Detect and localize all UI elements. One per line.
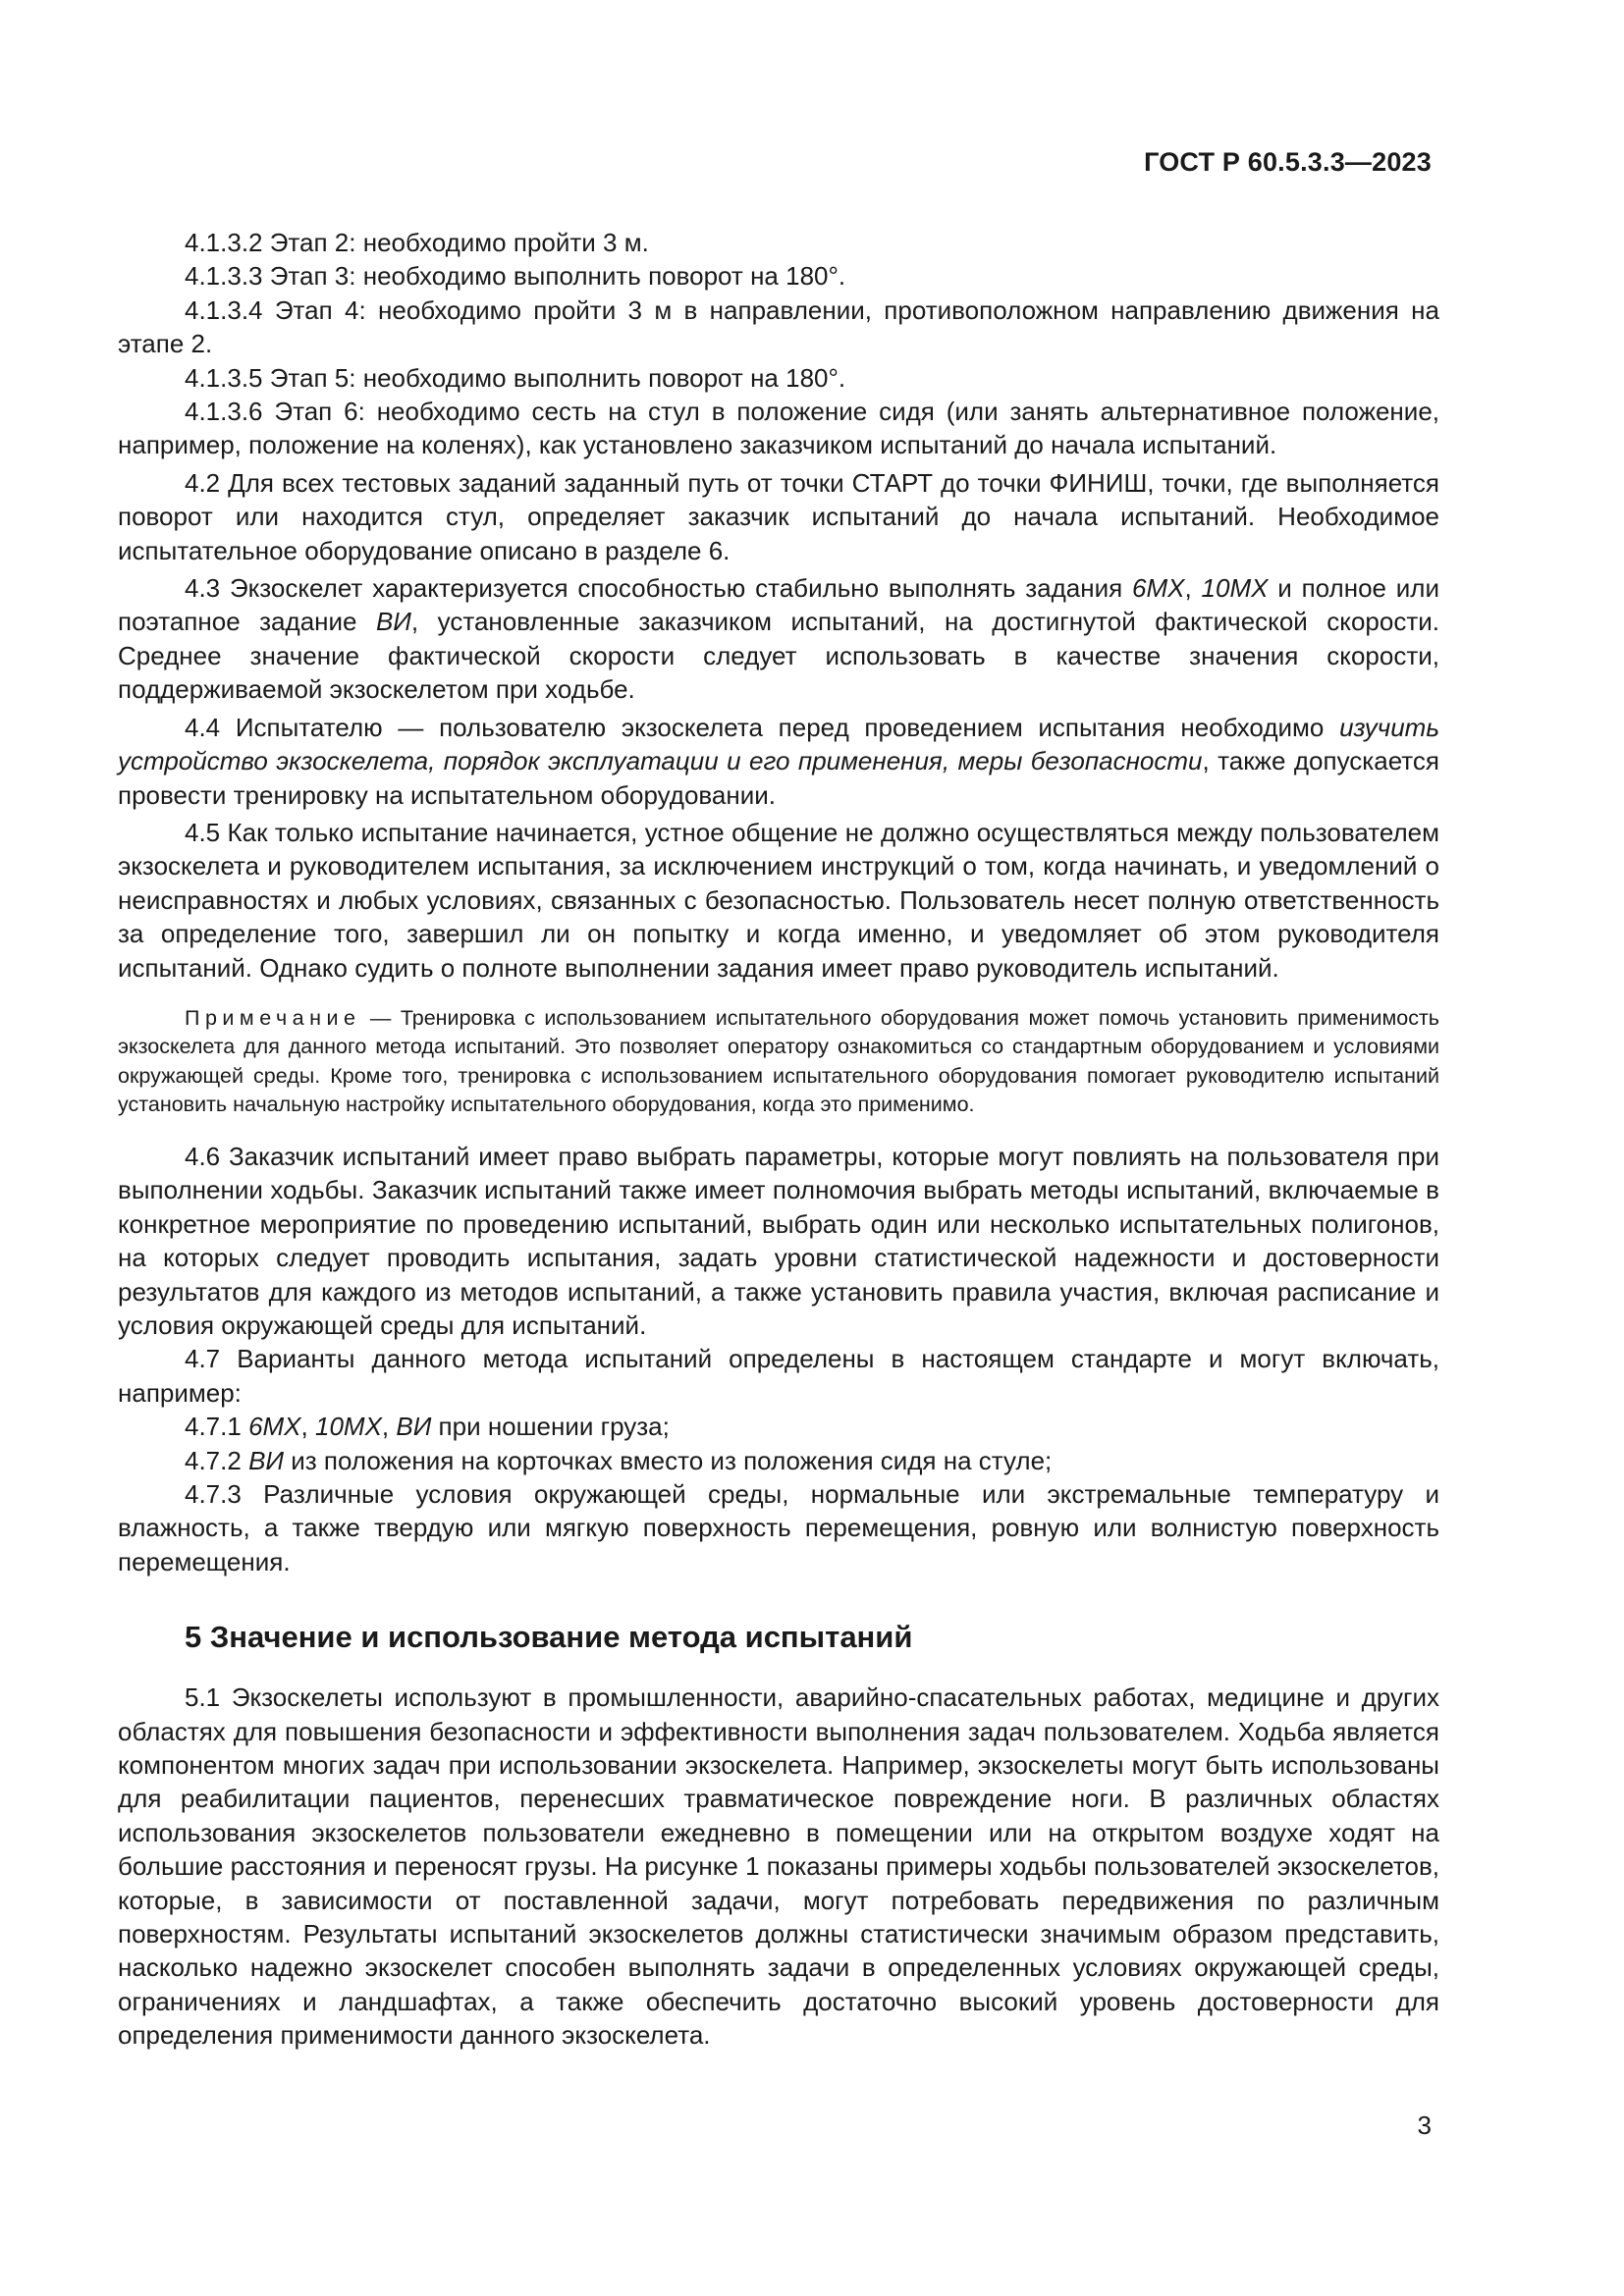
clause-4-7-1 <box>118 1410 1439 1443</box>
clause-4-5: 4.5 Как только испытание начинается, устное общение не должно осуществляться между пользователем экзоскелета и руководителем испытания, за исключением инструкций о том, когда начинать, и уведомлений о неисправностях и любых условиях, связанных с безопасностью. Пользователь несет полную ответственность за определение того, завершил ли он попытку и когда именно, и уведомляет об этом руководителя испытаний. Однако судить о полноте выполнении задания имеет право руководитель испытаний. <box>118 817 1439 983</box>
text-run: при ношении груза; <box>431 1412 670 1442</box>
section-5-heading: 5 Значение и использование метода испытаний <box>185 1620 913 1655</box>
clause-4-6: 4.6 Заказчик испытаний имеет право выбрать параметры, которые могут повлиять на пользователя при выполнении ходьбы. Заказчик испытаний также имеет полномочия выбрать методы испытаний, включаемые в конкретное мероприятие по проведению испытаний, выбрать один или несколько испытательных полигонов, на которых следует проводить испытания, задать уровни статистической надежности и достоверности результатов для каждого из методов испытаний, а также установить правила участия, включая расписание и условия окружающей среды для испытаний. <box>118 1141 1439 1340</box>
clause-4-7: 4.7 Варианты данного метода испытаний определены в настоящем стандарте и могут включать, например: <box>118 1344 1439 1408</box>
note-text: — Тренировка с использованием испытательного оборудования может помочь установить применимость экзоскелета для данного метода испытаний. Это позволяет оператору ознакомиться со стандартным оборудованием и условиями окружающей среды. Кроме того, тренировка с использованием испытательного оборудования помогает руководителю испытаний установить начальную настройку испытательного оборудования, когда это применимо. <box>118 1005 1439 1117</box>
text-run: из положения на корточках вместо из положения сидя на стуле; <box>284 1445 1053 1475</box>
text-run: 4.7.2 <box>185 1445 249 1475</box>
text-run: 4.4 Испытателю — пользователю экзоскелета перед проведением испытания необходимо <box>185 712 1340 742</box>
text-run: 4.7.1 <box>185 1412 249 1442</box>
clause-4-1-3-3: 4.1.3.3 Этап 3: необходимо выполнить поворот на 180°. <box>185 261 846 292</box>
italic-phrase: изучить устройство экзоскелета, порядок эксплуатации и его применения, меры безопасности <box>118 712 1439 776</box>
italic-term: ВИ <box>396 1412 432 1442</box>
text-run: , <box>300 1412 315 1442</box>
clause-4-7-3: 4.7.3 Различные условия окружающей среды, нормальные или экстремальные температуру и влажность, а также твердую или мягкую поверхность перемещения, ровную или волнистую поверхность перемещения. <box>118 1479 1439 1576</box>
text-run: , установленные заказчиком испытаний, на достигнутой фактической скорости. Среднее значение фактической скорости следует использовать в качестве значения скорости, поддерживаемой экзоскелетом при ходьбе. <box>118 607 1440 705</box>
clause-4-7-2 <box>118 1444 1439 1477</box>
italic-term: ВИ <box>375 607 411 637</box>
text-run: , <box>381 1412 397 1442</box>
clause-4-1-3-6: 4.1.3.6 Этап 6: необходимо сесть на стул в положение сидя (или занять альтернативное положение, например, положение на коленях), как установлено заказчиком испытаний до начала испытаний. <box>118 397 1439 460</box>
text-run: 4.3 Экзоскелет характеризуется способностью стабильно выполнять задания <box>185 573 1133 604</box>
italic-term: ВИ <box>248 1445 285 1475</box>
italic-term: 6МХ <box>248 1412 301 1442</box>
note-label: Примечание <box>185 1005 361 1030</box>
doc-code: ГОСТ Р 60.5.3.3—2023 <box>1144 147 1432 177</box>
clause-4-1-3-5: 4.1.3.5 Этап 5: необходимо выполнить поворот на 180°. <box>185 362 846 393</box>
clause-4-3 <box>118 571 1439 707</box>
text-run: , <box>1184 573 1202 604</box>
italic-term: 6МХ <box>1132 573 1185 604</box>
document-body <box>118 226 1439 2053</box>
italic-term: 10МХ <box>314 1412 382 1442</box>
clause-4-1-3-4: 4.1.3.4 Этап 4: необходимо пройти 3 м в направлении, противоположном направлению движения на этапе 2. <box>118 294 1439 359</box>
text-run: , также допускается провести тренировку на испытательном оборудовании. <box>118 746 1439 810</box>
clause-4-2: 4.2 Для всех тестовых заданий заданный путь от точки СТАРТ до точки ФИНИШ, точки, где выполняется поворот или находится стул, определяет заказчик испытаний до начала испытаний. Необходимое испытательное оборудование описано в разделе 6. <box>118 467 1439 565</box>
text-run: и полное или поэтапное задание <box>118 573 1439 637</box>
note <box>118 1004 1439 1120</box>
italic-term: 10МХ <box>1201 573 1269 604</box>
page-number: 3 <box>1417 2110 1432 2140</box>
clause-4-1-3-2: 4.1.3.2 Этап 2: необходимо пройти 3 м. <box>185 228 649 257</box>
clause-5-1: 5.1 Экзоскелеты используют в промышленности, аварийно-спасательных работах, медицине и других областях для повышения безопасности и эффективности выполнения задач пользователем. Ходьба является компонентом многих задач при использовании экзоскелета. Например, экзоскелеты могут быть использованы для реабилитации пациентов, перенесших травматическое повреждение ноги. В различных областях использования экзоскелетов пользователи ежедневно в помещении или на открытом воздухе ходят на большие расстояния и переносят грузы. На рисунке 1 показаны примеры ходьбы пользователей экзоскелетов, которые, в зависимости от поставленной задачи, могут потребовать передвижения по различным поверхностям. Результаты испытаний экзоскелетов должны статистически значимым образом представить, насколько надежно экзоскелет способен выполнять задачи в определенных условиях окружающей среды, ограничениях и ландшафтах, а также обеспечить достаточно высокий уровень достоверности для определения применимости данного экзоскелета. <box>118 1682 1439 2051</box>
clause-4-4 <box>118 711 1439 812</box>
